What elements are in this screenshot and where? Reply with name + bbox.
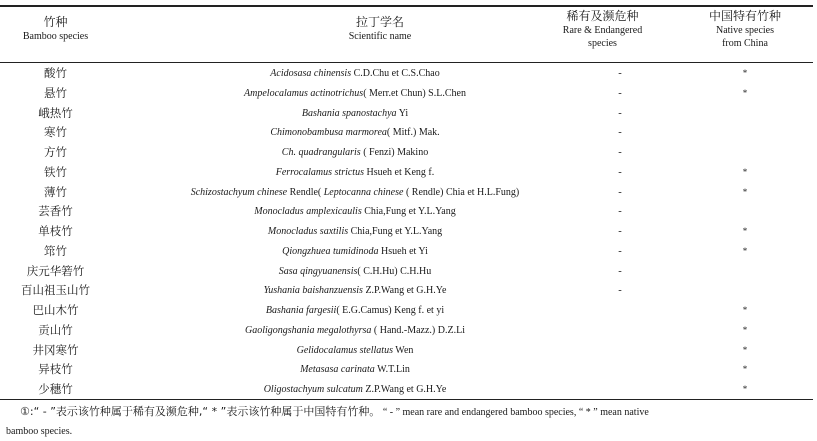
scientific-name	[120, 202, 590, 221]
species-chinese-name: 峨热竹	[38, 105, 73, 120]
scientific-name	[120, 301, 590, 320]
species-chinese-name: 铁竹	[44, 164, 67, 179]
scientific-author: Yi	[396, 107, 409, 119]
scientific-binomial: Bashania spanostachya	[301, 107, 397, 119]
header-native-en2: from China	[722, 38, 768, 49]
rare-endangered-mark: -	[618, 147, 622, 158]
rare-endangered-mark: -	[618, 226, 622, 237]
species-chinese-name: 酸竹	[44, 66, 67, 80]
scientific-binomial: Bashania fargesii	[265, 305, 337, 316]
scientific-name	[120, 341, 590, 360]
rare-endangered-mark: -	[618, 68, 622, 79]
species-chinese-name: 薄竹	[44, 184, 67, 199]
rare-endangered-mark: -	[618, 166, 622, 178]
header-rare-endangered	[545, 9, 660, 50]
species-chinese-name: 百山祖玉山竹	[21, 283, 90, 298]
scientific-author: ( Mitf.) Mak.	[386, 127, 440, 139]
scientific-author: Hsueh et Keng f.	[363, 166, 435, 178]
scientific-author: ( Hand.-Mazz.) D.Z.Li	[371, 324, 465, 336]
scientific-author: ( Fenzi) Makino	[360, 147, 429, 158]
scientific-name	[120, 360, 590, 379]
header-native-zh: 中国特有竹种	[708, 9, 781, 23]
native-species-mark: *	[742, 87, 748, 98]
header-rare-en2: species	[588, 38, 617, 49]
table-bottom-rule	[0, 399, 813, 400]
scientific-name	[120, 163, 590, 182]
species-chinese-name: 庆元华箬竹	[26, 263, 85, 278]
species-chinese-name: 悬竹	[44, 85, 67, 100]
table-row	[0, 64, 817, 84]
scientific-author: Z.P.Wang et G.H.Ye	[362, 384, 447, 395]
species-chinese-name: 巴山木竹	[32, 303, 79, 317]
scientific-binomial: Gaoligongshania megalothyrsa	[245, 324, 372, 336]
header-species-zh: 竹种	[43, 15, 68, 29]
scientific-author: ( E.G.Camus) Keng f. et yi	[336, 305, 445, 316]
scientific-binomial: Oligostachyum sulcatum	[263, 384, 363, 395]
scientific-binomial: Ch. quadrangularis	[281, 147, 361, 158]
scientific-author: C.D.Chu et C.S.Chao	[351, 68, 440, 79]
native-species-mark: *	[742, 226, 748, 236]
species-chinese-name: 贡山竹	[38, 322, 73, 337]
scientific-binomial: Metasasa carinata	[300, 364, 375, 376]
scientific-name	[120, 183, 590, 202]
table-row	[0, 360, 817, 380]
scientific-binomial: Chimonobambusa marmorea	[270, 127, 387, 139]
footnote-en2: bamboo species.	[6, 426, 73, 437]
scientific-binomial: Gelidocalamus stellatus	[296, 344, 393, 356]
header-native-en1: Native species	[715, 25, 775, 36]
scientific-name	[120, 281, 590, 300]
native-species-mark: *	[742, 364, 748, 375]
header-rare-en1: Rare & Endangered	[562, 25, 643, 36]
native-species-mark: *	[742, 344, 748, 355]
scientific-name	[120, 64, 590, 83]
table-row	[0, 380, 817, 400]
header-sci-en: Scientific name	[348, 31, 412, 42]
scientific-name	[120, 262, 590, 281]
scientific-name	[120, 84, 590, 103]
scientific-name	[120, 321, 590, 340]
scientific-binomial: Monocladus saxtilis	[267, 226, 349, 237]
header-scientific-name	[280, 15, 480, 43]
header-sci-zh: 拉丁学名	[355, 15, 404, 29]
species-chinese-name: 少穗竹	[38, 382, 73, 396]
footnote	[6, 402, 811, 441]
species-chinese-name: 寒竹	[44, 125, 67, 140]
table-row	[0, 163, 817, 183]
rare-endangered-mark: -	[618, 285, 622, 297]
table-row	[0, 222, 817, 242]
scientific-name	[120, 222, 590, 241]
header-species-en: Bamboo species	[22, 31, 89, 42]
table-row	[0, 123, 817, 143]
scientific-name	[120, 242, 590, 261]
scientific-author: W.T.Lin	[374, 364, 410, 376]
species-chinese-name: 方竹	[44, 145, 67, 159]
header-native-species	[680, 9, 810, 50]
species-chinese-name: 井冈寒竹	[32, 342, 79, 357]
table-row	[0, 341, 817, 361]
scientific-author: Rendle(	[287, 186, 324, 198]
native-species-mark: *	[742, 68, 748, 78]
scientific-binomial: Qiongzhuea tumidinoda	[282, 245, 379, 257]
rare-endangered-mark: -	[618, 127, 622, 139]
table-top-rule	[0, 5, 813, 7]
native-species-mark: *	[742, 384, 748, 394]
scientific-author: ( C.H.Hu) C.H.Hu	[357, 265, 432, 277]
table-row	[0, 104, 817, 124]
rare-endangered-mark: -	[618, 87, 622, 99]
native-species-mark: *	[742, 166, 748, 177]
scientific-name	[120, 123, 590, 142]
table-row	[0, 143, 817, 163]
table-row	[0, 202, 817, 222]
table-row	[0, 84, 817, 104]
rare-endangered-mark: -	[618, 265, 622, 277]
scientific-synonym-author: ( Rendle) Chia et H.L.Fung)	[403, 186, 520, 198]
scientific-author: Hsueh et Yi	[378, 245, 428, 257]
species-chinese-name: 筇竹	[44, 243, 67, 258]
species-chinese-name: 异枝竹	[38, 362, 73, 377]
header-rare-zh: 稀有及濒危种	[566, 9, 639, 23]
scientific-synonym: Leptocanna chinese	[323, 186, 404, 198]
scientific-binomial: Ferrocalamus strictus	[275, 166, 364, 178]
species-chinese-name: 单枝竹	[38, 224, 73, 238]
scientific-author: Chia,Fung et Y.L.Yang	[361, 206, 456, 218]
scientific-author: ( Merr.et Chun) S.L.Chen	[363, 87, 466, 99]
scientific-author: Wen	[392, 344, 414, 356]
scientific-binomial: Sasa qingyuanensis	[278, 265, 358, 277]
scientific-binomial: Monocladus amplexicaulis	[254, 206, 362, 218]
native-species-mark: *	[742, 245, 748, 256]
rare-endangered-mark: -	[618, 206, 622, 218]
table-body	[0, 64, 817, 400]
scientific-binomial: Acidosasa chinensis	[270, 68, 352, 79]
table-row	[0, 242, 817, 262]
native-species-mark: *	[742, 305, 748, 315]
scientific-author: Chia,Fung et Y.L.Yang	[348, 226, 443, 237]
scientific-author: Z.P.Wang et G.H.Ye	[362, 285, 447, 297]
footnote-en1: “ - ” mean rare and endangered bamboo species, “ * ” mean native	[382, 407, 649, 418]
native-species-mark: *	[742, 324, 748, 335]
native-species-mark: *	[742, 186, 748, 197]
footnote-zh: ①:“ - ”表示该竹种属于稀有及濒危种,“ * ”表示该竹种属于中国特有竹种。	[20, 405, 381, 418]
table-header-rule	[0, 62, 813, 63]
table-row	[0, 262, 817, 282]
species-chinese-name: 芸香竹	[38, 204, 73, 219]
table-row	[0, 183, 817, 203]
table-row	[0, 321, 817, 341]
table-row	[0, 281, 817, 301]
rare-endangered-mark: -	[618, 245, 622, 257]
header-bamboo-species	[8, 15, 103, 43]
scientific-name	[120, 143, 590, 162]
rare-endangered-mark: -	[618, 186, 622, 198]
scientific-binomial: Yushania baishanzuensis	[263, 285, 363, 297]
scientific-binomial: Schizostachyum chinese	[190, 186, 288, 198]
table-row	[0, 301, 817, 321]
scientific-name	[120, 104, 590, 123]
scientific-binomial: Ampelocalamus actinotrichus	[244, 87, 364, 99]
scientific-name	[120, 380, 590, 399]
rare-endangered-mark: -	[618, 107, 622, 119]
